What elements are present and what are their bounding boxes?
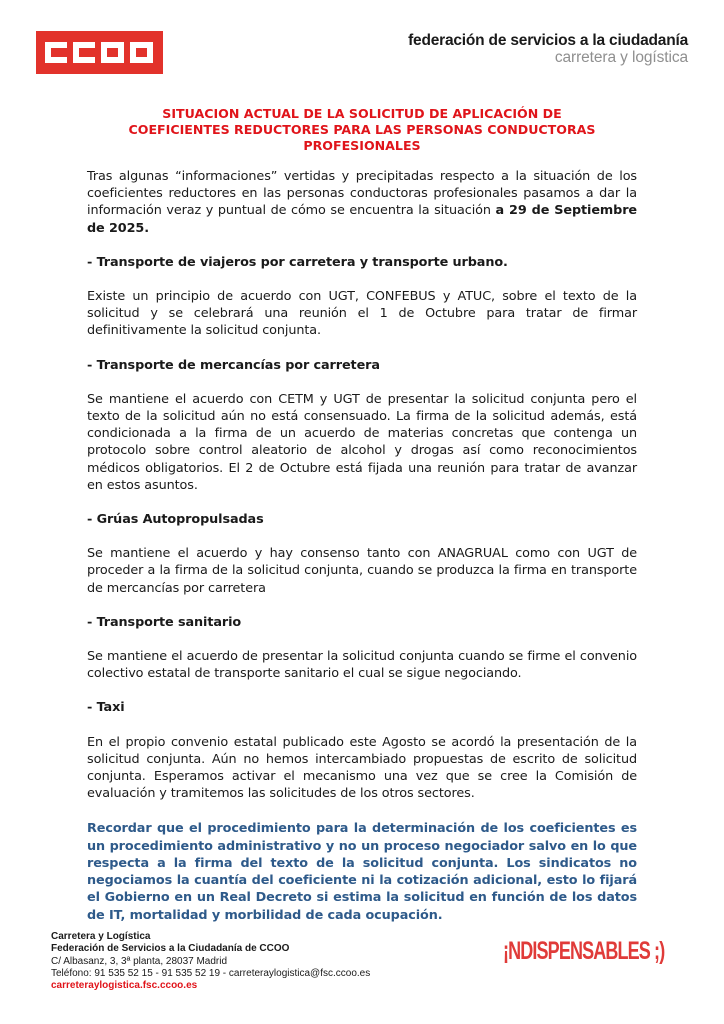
- section-heading-mercancias: - Transporte de mercancías por carretera: [87, 357, 380, 373]
- section-body-sanitario: Se mantiene el acuerdo de presentar la solicitud conjunta cuando se firme el convenio colectivo estatal de transporte sanitario el cual se sigue negociando.: [87, 649, 637, 682]
- ccoo-logo-icon: [36, 31, 163, 74]
- footer-website-link[interactable]: carreteraylogistica.fsc.ccoo.es: [51, 980, 198, 992]
- title-line: SITUACION ACTUAL DE LA SOLICITUD DE APLICACIÓN DE: [162, 106, 562, 121]
- footer-federation: Federación de Servicios a la Ciudadanía de CCOO: [51, 943, 290, 955]
- section-heading-viajeros: - Transporte de viajeros por carretera y transporte urbano.: [87, 254, 508, 270]
- section-body-mercancias: Se mantiene el acuerdo con CETM y UGT de presentar la solicitud conjunta pero el texto de la solicitud aún no está consensuado. La firma de la solicitud además, está condicionada a la firma de un acuerdo de materias concretas que contenga un protocolo sobre control aleatorio de alcohol y drogas así como reconocimientos médicos obligatorios. El 2 de Octubre está fijada una reunión para tratar de avanzar en estos asuntos.: [87, 391, 637, 493]
- ccoo-logo: [36, 31, 163, 74]
- section-heading-gruas: - Grúas Autopropulsadas: [87, 512, 264, 528]
- section-heading-taxi: - Taxi: [87, 700, 125, 716]
- footer-sector: Carretera y Logística: [51, 931, 151, 942]
- intro-date: a 29 de Septiembre de 2025.: [87, 203, 637, 236]
- footer-address: C/ Albasanz, 3, 3ª planta, 28037 Madrid: [51, 955, 228, 967]
- intro-paragraph: [87, 168, 637, 237]
- footer-contact: [51, 931, 370, 992]
- sector-name: carretera y logística: [554, 49, 688, 66]
- footer-phone-email[interactable]: Teléfono: 91 535 52 15 - 91 535 52 19 - carreteraylogistica@fsc.ccoo.es: [51, 967, 371, 979]
- document-body: [87, 168, 637, 924]
- document-title: [100, 106, 624, 154]
- section-body-taxi: En el propio convenio estatal publicado este Agosto se acordó la presentación de la solicitud conjunta. Aún no hemos intercambiado propuestas de escrito de solicitud conjunta. Esperamos activar el mecanismo una vez que se cree la Comisión de evaluación y tramitemos las solicitudes de los otros sectores.: [87, 734, 637, 802]
- header-organization: [408, 32, 688, 66]
- section-body-viajeros: Existe un principio de acuerdo con UGT, CONFEBUS y ATUC, sobre el texto de la solicitud y se celebrará una reunión el 1 de Octubre para tratar de firmar definitivamente la solicitud conjunta.: [87, 289, 637, 339]
- title-line: COEFICIENTES REDUCTORES PARA LAS PERSONAS CONDUCTORAS: [128, 122, 596, 137]
- slogan-indispensables: ¡NDISPENSABLES ;): [503, 937, 665, 965]
- section-body-gruas: Se mantiene el acuerdo y hay consenso tanto con ANAGRUAL como con UGT de proceder a la firma de la solicitud conjunta, cuando se produzca la firma en transporte de mercancías por carretera: [87, 546, 637, 596]
- section-heading-sanitario: - Transporte sanitario: [87, 614, 242, 630]
- federation-name: federación de servicios a la ciudadanía: [408, 32, 688, 49]
- title-line: PROFESIONALES: [303, 138, 421, 153]
- intro-text: Tras algunas “informaciones” vertidas y precipitadas respecto a la situación de los coeficientes reductores en las personas conductoras profesionales pasamos a dar la información veraz y puntual de cómo se encuentra la situación: [87, 169, 637, 219]
- callout-note: Recordar que el procedimiento para la determinación de los coeficientes es un procedimiento administrativo y no un proceso negociador salvo en lo que respecta a la firma del texto de la solicitud conjunta. Los sindicatos no negociamos la cuantía del coeficiente ni la cotización adicional, esto lo fijará el Gobierno en un Real Decreto si estima la solicitud en función de los datos de IT, mortalidad y morbilidad de cada ocupación.: [87, 821, 637, 923]
